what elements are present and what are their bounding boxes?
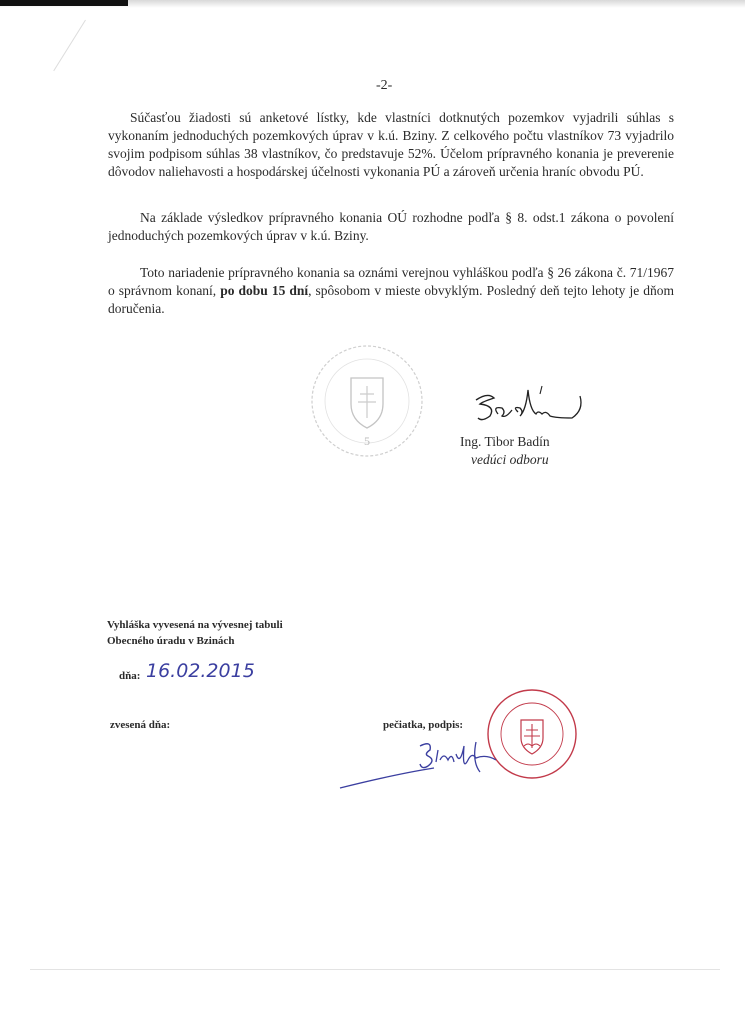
official-stamp-upper [308,342,426,460]
paragraph-decision-text: Na základe výsledkov prípravného konania OÚ rozhodne podľa § 8. odst.1 zákona o povolení jednoduchých pozemkových úprav v k.ú. Bziny. [108,210,674,243]
paragraph-announcement-text [108,264,674,318]
page-number: -2- [376,78,393,93]
signatory-name: Ing. Tibor Badín [460,434,550,449]
seal-signature-label: pečiatka, podpis: [383,719,464,731]
paragraph-decision [108,209,674,245]
announcement-text-end: , spôsobom v mieste obvyklým. Posledný deň tejto lehoty je dňom doručenia. [108,283,674,316]
signatory-role: vedúci odboru [471,452,549,467]
signature-lower [336,732,516,796]
signature-badin [472,380,592,430]
stamp-upper-number: 5 [364,434,370,448]
paragraph-application-text: Súčasťou žiadosti sú anketové lístky, kde vlastníci dotknutých pozemkov vyjadrili súhlas s vykonaním jednoduchých pozemkových úprav v k.ú. Bziny. Z celkového počtu vlastníkov 73 vyjadrilo svojim podpisom súhlas 38 vlastníkov, čo predstavuje 52%. Účelom prípravného konania je preverenie dôvodov naliehavosti a hospodárskej účelnosti vykonania PÚ a zároveň určenia hraníc obvodu PÚ. [108,110,674,179]
announcement-text-start: Toto nariadenie prípravného konania sa oznámi verejnou vyhláškou podľa § 26 zákona č. 71/1967 o správnom konaní, [108,265,674,298]
posting-line-1: Vyhláška vyvesená na vývesnej tabuli [107,619,283,631]
posting-line-2: Obecného úradu v Bzinách [107,635,235,647]
scan-corner-mark [0,0,128,6]
scan-edge-bottom [30,969,720,970]
posting-notice [107,617,283,649]
posted-date-label: dňa: [119,670,141,682]
paragraph-application [108,109,674,181]
announcement-duration: po dobu 15 dní [220,283,309,298]
scan-artifact-line [53,20,86,71]
removed-date-label: zvesená dňa: [110,719,171,731]
paragraph-announcement [108,264,674,318]
posted-date-handwritten: 16.02.2015 [146,660,255,682]
